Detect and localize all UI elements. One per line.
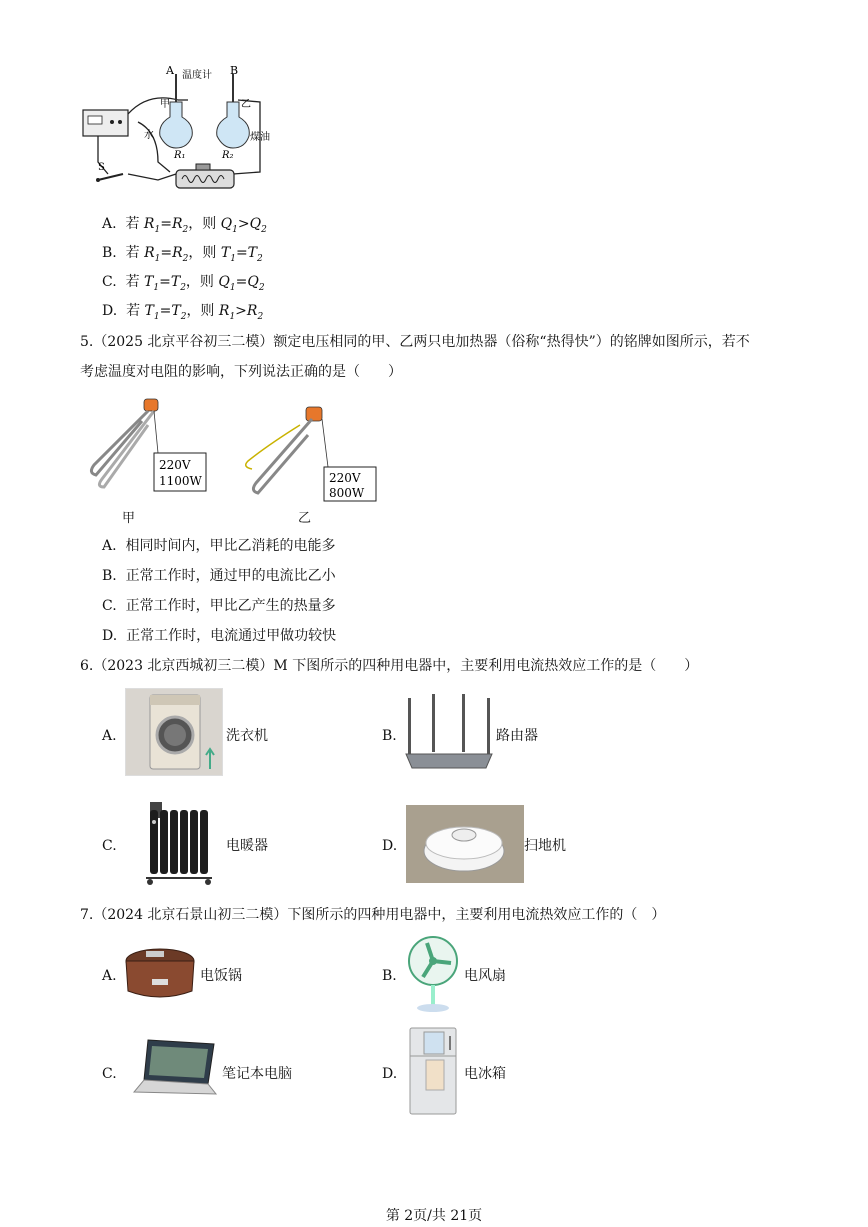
option-letter: B. (102, 568, 117, 584)
sub: 1 (154, 224, 161, 235)
sym: Q (220, 216, 233, 232)
q6-stem: 6.（2023 北京西城初三二模）M 下图所示的四种用电器中，主要利用电流热效应工作的是（ ） (80, 658, 699, 674)
router-icon (402, 692, 496, 774)
sub: 1 (229, 282, 236, 293)
label-thermometer: 温度计 (182, 70, 212, 81)
q5-option-a[interactable] (102, 537, 335, 555)
sym: T (170, 274, 181, 290)
q4-option-a[interactable] (102, 215, 267, 239)
heater-jia-caption: 甲 (122, 511, 136, 526)
rice-cooker-icon (122, 945, 198, 1003)
sub: 1 (154, 253, 161, 264)
oil-heater-icon (142, 800, 216, 886)
sym: Q (247, 274, 259, 290)
option-letter: C. (102, 598, 117, 614)
op: = (160, 245, 173, 261)
sym: R (218, 303, 230, 319)
nameplate-jia-power: 1100W (159, 474, 202, 488)
sub: 2 (258, 282, 265, 293)
sym: Q (218, 274, 230, 290)
circuit-diagram (78, 62, 278, 202)
then: ，则 (188, 216, 217, 232)
op: > (235, 303, 247, 319)
q6-option-d-letter[interactable]: D. (382, 838, 398, 854)
refrigerator-icon (404, 1026, 462, 1116)
heater-jia-image (82, 395, 212, 505)
sym: R (246, 303, 258, 319)
heater-yi-image (238, 405, 383, 505)
q6-option-c-letter[interactable]: C. (102, 838, 117, 854)
q7-option-b-letter[interactable]: B. (382, 968, 397, 984)
sym: T (144, 303, 154, 319)
op: = (159, 303, 172, 319)
option-letter: D. (102, 628, 118, 644)
q6-option-a-letter[interactable]: A. (102, 728, 117, 744)
q7-option-a-label: 电饭锅 (200, 968, 242, 984)
heater-cap-icon (144, 399, 158, 411)
option-word: 若 (125, 216, 140, 232)
sub: 1 (232, 224, 238, 235)
option-text: 正常工作时，电流通过甲做功较快 (126, 628, 337, 644)
option-word: 若 (125, 245, 140, 261)
q5-stem-line1: 5.（2025 北京平谷初三二模）额定电压相同的甲、乙两只电加热器（俗称“热得快”）的铭牌如图所示，若不 (80, 334, 750, 350)
option-letter: C. (102, 274, 117, 290)
option-letter: D. (102, 303, 118, 319)
nameplate-jia-voltage: 220V (159, 458, 191, 472)
label-a: A (166, 64, 174, 77)
sym: T (247, 245, 258, 261)
q7-option-d-letter[interactable]: D. (382, 1066, 398, 1082)
option-text: 正常工作时，甲比乙产生的热量多 (125, 598, 336, 614)
label-s: S (98, 162, 105, 173)
sym: R (171, 216, 183, 232)
q6-option-c-label: 电暖器 (226, 838, 268, 854)
sym: Q (249, 216, 262, 232)
q6-option-d-label: 扫地机 (524, 838, 566, 854)
sub: 2 (180, 311, 187, 322)
sub: 2 (180, 282, 186, 293)
q4-option-b[interactable] (102, 244, 263, 268)
laptop-icon (130, 1036, 218, 1102)
sub: 2 (182, 253, 189, 264)
page-number: 第 2页/共 21页 (385, 1208, 483, 1224)
robot-vacuum-icon (406, 805, 524, 883)
option-text: 正常工作时，通过甲的电流比乙小 (125, 568, 336, 584)
sym: R (143, 216, 155, 232)
sub: 2 (261, 224, 267, 235)
heater-cap-icon (306, 407, 322, 421)
q7-option-a-letter[interactable]: A. (102, 968, 117, 984)
nameplate-yi-voltage: 220V (329, 471, 361, 485)
q6-option-b-letter[interactable]: B. (382, 728, 397, 744)
sym: T (144, 274, 154, 290)
sym: R (144, 245, 155, 261)
option-letter: B. (102, 245, 117, 261)
label-b: B (230, 64, 239, 77)
op: = (160, 216, 172, 232)
q7-option-c-label: 笔记本电脑 (222, 1066, 292, 1082)
then: ，则 (188, 245, 217, 261)
label-yi: 乙 (241, 99, 251, 110)
q7-option-d-label: 电冰箱 (464, 1066, 506, 1082)
sub: 1 (153, 311, 160, 322)
op: > (237, 216, 250, 232)
nameplate-yi-power: 800W (329, 486, 365, 500)
q4-option-c[interactable] (102, 273, 265, 297)
option-word: 若 (125, 274, 140, 290)
sub: 1 (153, 282, 160, 293)
op: = (159, 274, 171, 290)
then: ，则 (186, 303, 215, 319)
q5-stem-line2: 考虑温度对电阻的影响，下列说法正确的是（ ） (80, 364, 402, 380)
sym: T (171, 303, 181, 319)
heater-yi-caption: 乙 (298, 511, 312, 526)
q6-option-a-label: 洗衣机 (226, 728, 268, 744)
option-word: 若 (126, 303, 141, 319)
sub: 2 (182, 224, 189, 235)
sym: T (220, 245, 231, 261)
option-letter: A. (102, 538, 117, 554)
q6-option-b-label: 路由器 (496, 728, 538, 744)
electric-fan-icon (405, 933, 461, 1013)
q7-option-c-letter[interactable]: C. (102, 1066, 117, 1082)
label-r1: R₁ (174, 150, 186, 161)
then: ，则 (185, 274, 214, 290)
op: = (235, 274, 248, 290)
q5-option-d[interactable] (102, 627, 336, 645)
q7-option-b-label: 电风扇 (464, 968, 506, 984)
label-water: 水 (144, 130, 154, 141)
sub: 2 (257, 253, 263, 264)
q4-option-d[interactable] (102, 302, 263, 326)
op: = (235, 245, 248, 261)
label-r2: R₂ (222, 150, 234, 161)
sub: 1 (229, 311, 236, 322)
option-text: 相同时间内，甲比乙消耗的电能多 (125, 538, 336, 554)
q5-option-b[interactable] (102, 567, 336, 585)
q5-option-c[interactable] (102, 597, 336, 615)
q7-stem: 7.（2024 北京石景山初三二模）下图所示的四种用电器中，主要利用电流热效应工作的（ ） (80, 907, 666, 923)
sub: 2 (257, 311, 264, 322)
label-kerosene: 煤油 (250, 132, 270, 143)
option-letter: A. (102, 216, 117, 232)
washing-machine-icon (125, 688, 223, 776)
sub: 1 (230, 253, 236, 264)
sym: R (172, 245, 183, 261)
label-jia: 甲 (160, 99, 170, 110)
